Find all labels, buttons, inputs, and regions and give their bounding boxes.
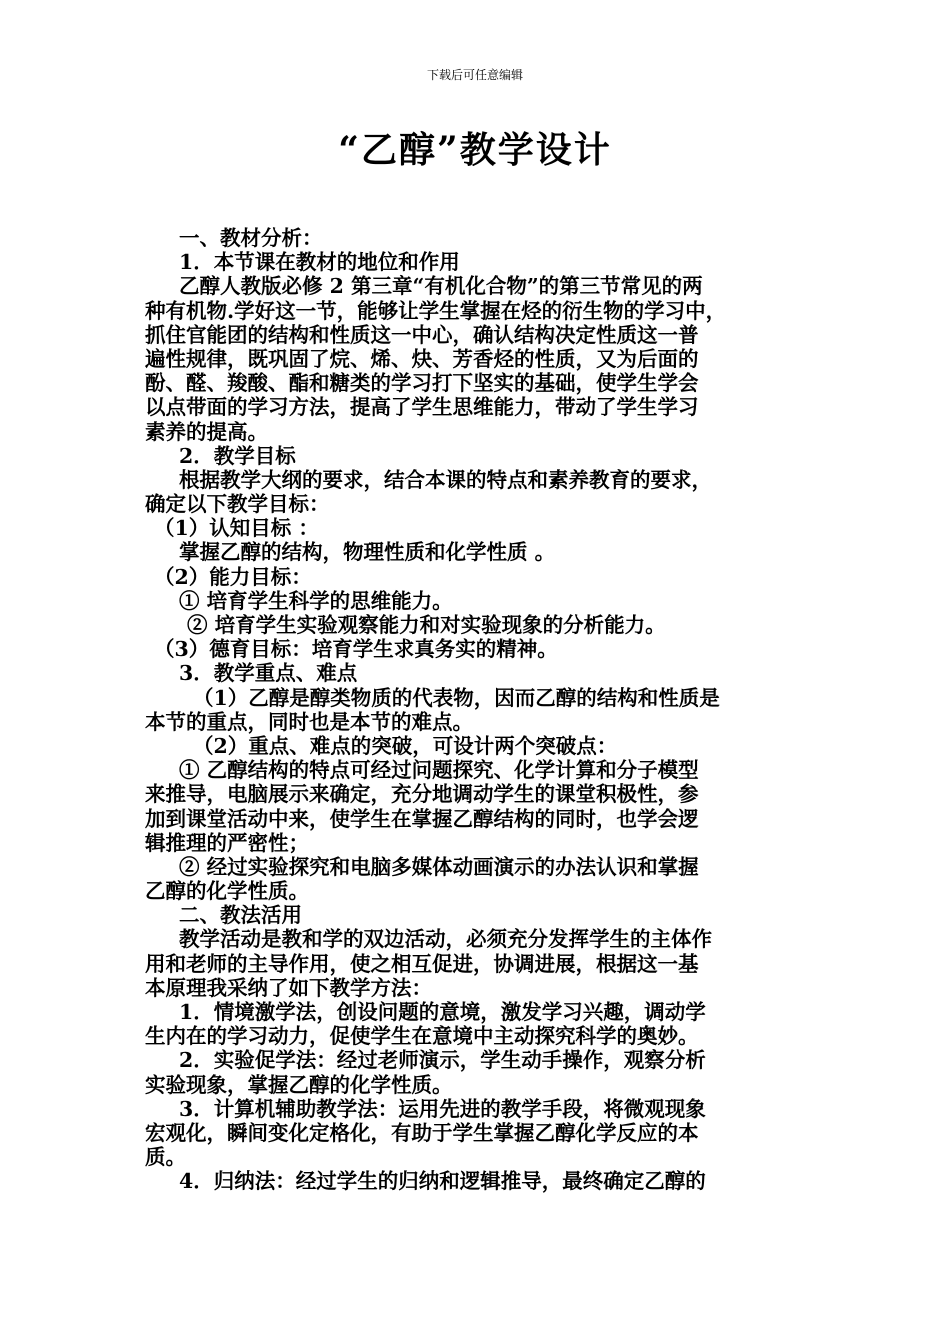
text-line: 以点带面的学习方法，提高了学生思维能力，带动了学生学习 <box>145 395 699 420</box>
text-line: 3．计算机辅助教学法：运用先进的教学手段，将微观现象 <box>179 1096 706 1121</box>
text-line: 宏观化，瞬间变化定格化，有助于学生掌握乙醇化学反应的本 <box>145 1120 699 1145</box>
text-line: 素养的提高。 <box>145 419 268 444</box>
text-line: 2．实验促学法：经过老师演示，学生动手操作，观察分析 <box>179 1048 706 1073</box>
text-line: 2．教学目标 <box>179 443 296 468</box>
text-line: 根据教学大纲的要求，结合本课的特点和素养教育的要求， <box>179 467 712 492</box>
text-line: 来推导，电脑展示来确定，充分地调动学生的课堂积极性，参 <box>145 782 699 807</box>
text-line: （3）德育目标：培育学生求真务实的精神。 <box>154 637 558 662</box>
page-header: 下载后可任意编辑 <box>426 68 523 82</box>
text-line: ① 乙醇结构的特点可经过问题探究、化学计算和分子模型 <box>179 758 699 783</box>
text-line: （2）重点、难点的突破，可设计两个突破点： <box>193 733 618 758</box>
document-title: “乙醇”教学设计 <box>338 129 612 171</box>
text-line: 教学活动是教和学的双边活动，必须充分发挥学生的主体作 <box>179 927 712 952</box>
text-line: 酚、醛、羧酸、酯和糖类的学习打下坚实的基础，使学生学会 <box>145 371 699 396</box>
text-line: ② 经过实验探究和电脑多媒体动画演示的办法认识和掌握 <box>179 854 699 879</box>
text-line: 确定以下教学目标： <box>145 492 330 517</box>
text-line: 1．本节课在教材的地位和作用 <box>179 250 460 275</box>
text-line: 种有机物.学好这一节，能够让学生掌握在烃的衍生物的学习中， <box>145 298 727 323</box>
text-line: 1．情境激学法，创设问题的意境，激发学习兴趣，调动学 <box>179 1000 706 1024</box>
text-line: 实验现象，掌握乙醇的化学性质。 <box>145 1072 453 1097</box>
text-line: 加到课堂活动中来，使学生在掌握乙醇结构的同时，也学会逻 <box>145 806 699 831</box>
text-line: 一、教材分析： <box>179 226 323 250</box>
text-line: ① 培育学生科学的思维能力。 <box>179 588 453 613</box>
text-line: 本节的重点，同时也是本节的难点。 <box>145 709 473 734</box>
text-line: 掌握乙醇的结构，物理性质和化学性质 。 <box>179 540 556 565</box>
text-line: 二、教法活用 <box>179 903 302 928</box>
text-line: 抓住官能团的结构和性质这一中心，确认结构决定性质这一普 <box>145 322 699 347</box>
text-line: 生内在的学习动力，促使学生在意境中主动探究科学的奥妙。 <box>145 1024 699 1049</box>
text-line: 遍性规律，既巩固了烷、烯、炔、芳香烃的性质，又为后面的 <box>145 346 699 371</box>
document-body <box>145 226 810 1194</box>
text-line: ② 培育学生实验观察能力和对实验现象的分析能力。 <box>187 613 666 637</box>
text-line: （1）乙醇是醇类物质的代表物，因而乙醇的结构和性质是 <box>193 685 720 710</box>
text-line: 质。 <box>145 1145 186 1170</box>
text-line: （2）能力目标： <box>154 564 312 589</box>
text-line: 用和老师的主导作用，使之相互促进，协调进展，根据这一基 <box>145 951 699 976</box>
text-line: 本原理我采纳了如下教学方法： <box>145 975 432 1000</box>
text-line: 辑推理的严密性； <box>145 830 309 855</box>
text-line: 乙醇的化学性质。 <box>145 879 309 904</box>
text-line: 3．教学重点、难点 <box>179 661 358 686</box>
text-line: （1）认知目标 ： <box>154 516 319 541</box>
text-line: 乙醇人教版必修 2 第三章“有机化合物”的第三节常见的两 <box>179 274 703 299</box>
text-line: 4．归纳法：经过学生的归纳和逻辑推导，最终确定乙醇的 <box>179 1169 706 1194</box>
